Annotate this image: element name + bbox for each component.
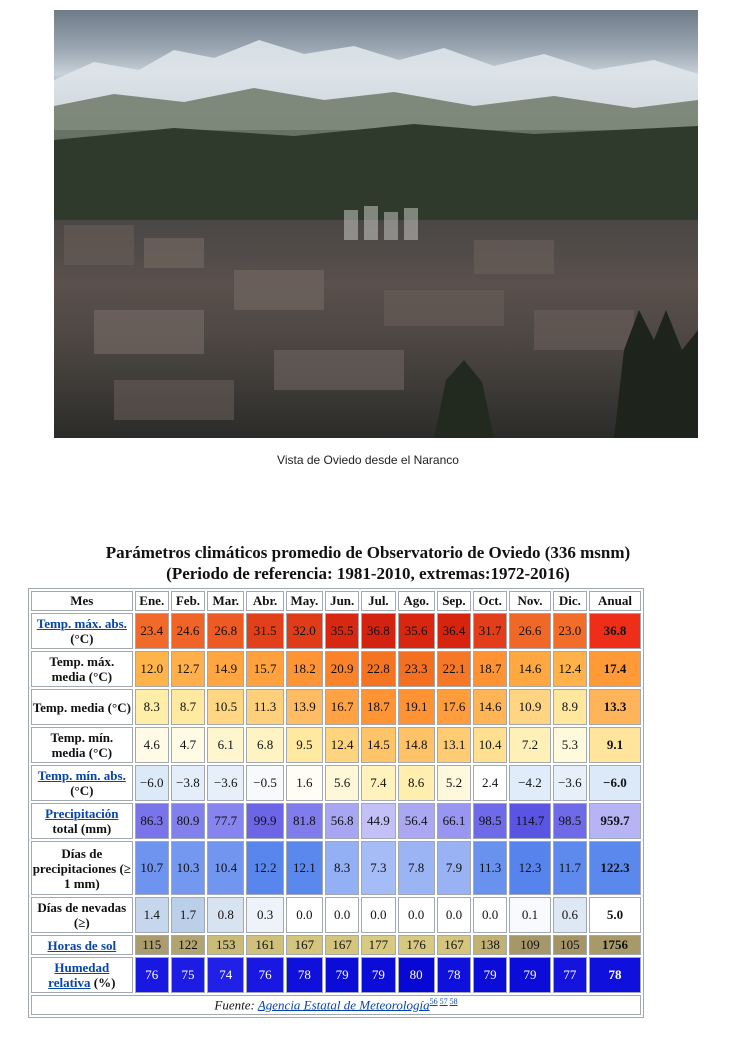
value-cell: 0.0 (325, 897, 359, 933)
row-label-link[interactable]: Precipitación (45, 806, 119, 821)
header-month: Jul. (361, 591, 395, 611)
value-cell: 15.7 (246, 651, 283, 687)
value-cell: 2.4 (473, 765, 507, 801)
value-cell: 13.1 (437, 727, 471, 763)
row-label-link[interactable]: Horas de sol (47, 937, 117, 953)
annual-cell: 122.3 (589, 841, 641, 895)
value-cell: 86.3 (135, 803, 169, 839)
value-cell: 32.0 (286, 613, 323, 649)
value-cell: 109 (509, 935, 550, 955)
row-label-text: Temp. máx. media (°C) (49, 654, 115, 684)
row-label (31, 689, 133, 725)
value-cell: 5.6 (325, 765, 359, 801)
value-cell: 23.3 (398, 651, 435, 687)
value-cell: −3.8 (171, 765, 205, 801)
value-cell: 0.0 (286, 897, 323, 933)
header-month: Abr. (246, 591, 283, 611)
table-row (31, 957, 641, 993)
value-cell: 8.3 (135, 689, 169, 725)
value-cell: 167 (286, 935, 323, 955)
table-row (31, 803, 641, 839)
value-cell: 66.1 (437, 803, 471, 839)
value-cell: 80.9 (171, 803, 205, 839)
value-cell: 5.2 (437, 765, 471, 801)
annual-cell: 5.0 (589, 897, 641, 933)
value-cell: 12.4 (553, 651, 587, 687)
table-row (31, 841, 641, 895)
value-cell: 24.6 (171, 613, 205, 649)
row-label (31, 727, 133, 763)
value-cell: 14.9 (207, 651, 244, 687)
value-cell: 26.6 (509, 613, 550, 649)
value-cell: 80 (398, 957, 435, 993)
value-cell: 0.6 (553, 897, 587, 933)
header-month: Oct. (473, 591, 507, 611)
value-cell: 167 (437, 935, 471, 955)
header-month: Feb. (171, 591, 205, 611)
row-label-text: Temp. media (°C) (32, 699, 131, 715)
value-cell: 138 (473, 935, 507, 955)
value-cell: 36.4 (437, 613, 471, 649)
value-cell: 10.3 (171, 841, 205, 895)
value-cell: 105 (553, 935, 587, 955)
annual-cell: 13.3 (589, 689, 641, 725)
value-cell: 7.4 (361, 765, 395, 801)
row-label-text: Días de precipitaciones (≥ 1 mm) (32, 845, 131, 891)
table-row (31, 935, 641, 955)
value-cell: −4.2 (509, 765, 550, 801)
value-cell: 161 (246, 935, 283, 955)
value-cell: 99.9 (246, 803, 283, 839)
value-cell: 176 (398, 935, 435, 955)
annual-cell: 36.8 (589, 613, 641, 649)
value-cell: 122 (171, 935, 205, 955)
oviedo-photo (54, 10, 698, 438)
ref-56[interactable]: 56 (429, 996, 438, 1006)
value-cell: 0.1 (509, 897, 550, 933)
value-cell: 114.7 (509, 803, 550, 839)
value-cell: 76 (135, 957, 169, 993)
ref-58[interactable]: 58 (449, 996, 458, 1006)
table-row (31, 651, 641, 687)
value-cell: 8.6 (398, 765, 435, 801)
row-label (31, 803, 133, 839)
header-month: Nov. (509, 591, 550, 611)
value-cell: 22.8 (361, 651, 395, 687)
ref-57[interactable]: 57 (439, 996, 448, 1006)
value-cell: 10.5 (207, 689, 244, 725)
row-label-text: (%) (90, 975, 116, 990)
table-row (31, 897, 641, 933)
annual-cell: 959.7 (589, 803, 641, 839)
value-cell: 36.8 (361, 613, 395, 649)
value-cell: 77 (553, 957, 587, 993)
value-cell: 0.0 (437, 897, 471, 933)
header-month: Jun. (325, 591, 359, 611)
value-cell: 74 (207, 957, 244, 993)
row-label-text: Días de nevadas (≥) (37, 900, 127, 930)
value-cell: 44.9 (361, 803, 395, 839)
value-cell: −3.6 (553, 765, 587, 801)
value-cell: 14.6 (473, 689, 507, 725)
value-cell: 6.1 (207, 727, 244, 763)
value-cell: 1.6 (286, 765, 323, 801)
value-cell: 12.4 (325, 727, 359, 763)
row-label (31, 935, 133, 955)
row-label-link[interactable]: Temp. máx. abs. (36, 616, 127, 631)
annual-cell: 1756 (589, 935, 641, 955)
value-cell: 8.7 (171, 689, 205, 725)
value-cell: 167 (325, 935, 359, 955)
source-cell (31, 995, 641, 1015)
value-cell: 7.3 (361, 841, 395, 895)
value-cell: 12.1 (286, 841, 323, 895)
value-cell: 35.5 (325, 613, 359, 649)
value-cell: 23.0 (553, 613, 587, 649)
value-cell: 98.5 (553, 803, 587, 839)
photo-caption: Vista de Oviedo desde el Naranco (277, 453, 459, 467)
value-cell: 11.3 (246, 689, 283, 725)
value-cell: 7.9 (437, 841, 471, 895)
header-row (31, 591, 641, 611)
value-cell: 79 (473, 957, 507, 993)
value-cell: 153 (207, 935, 244, 955)
value-cell: 8.9 (553, 689, 587, 725)
value-cell: 12.0 (135, 651, 169, 687)
value-cell: 18.2 (286, 651, 323, 687)
value-cell: 35.6 (398, 613, 435, 649)
table-row (31, 727, 641, 763)
value-cell: 78 (437, 957, 471, 993)
source-prefix: Fuente: (214, 997, 258, 1013)
value-cell: 14.8 (398, 727, 435, 763)
value-cell: 56.4 (398, 803, 435, 839)
value-cell: 0.8 (207, 897, 244, 933)
value-cell: 12.2 (246, 841, 283, 895)
value-cell: 13.9 (286, 689, 323, 725)
value-cell: 177 (361, 935, 395, 955)
row-label (31, 651, 133, 687)
value-cell: 81.8 (286, 803, 323, 839)
row-label-text: (°C) (70, 783, 94, 798)
value-cell: 7.8 (398, 841, 435, 895)
header-month: Sep. (437, 591, 471, 611)
row-label (31, 613, 133, 649)
row-label (31, 841, 133, 895)
annual-cell: 17.4 (589, 651, 641, 687)
header-month: Ene. (135, 591, 169, 611)
value-cell: 78 (286, 957, 323, 993)
value-cell: 7.2 (509, 727, 550, 763)
value-cell: 23.4 (135, 613, 169, 649)
header-mes: Mes (31, 591, 133, 611)
value-cell: 77.7 (207, 803, 244, 839)
value-cell: 31.7 (473, 613, 507, 649)
table-title: Parámetros climáticos promedio de Observatorio de Oviedo (336 msnm) (105, 543, 631, 562)
row-label-text: (°C) (70, 631, 94, 646)
header-month: May. (286, 591, 323, 611)
value-cell: 4.7 (171, 727, 205, 763)
header-month: Ago. (398, 591, 435, 611)
source-row (31, 995, 641, 1015)
row-label (31, 897, 133, 933)
row-label (31, 957, 133, 993)
value-cell: 1.7 (171, 897, 205, 933)
annual-cell: 9.1 (589, 727, 641, 763)
value-cell: 14.6 (509, 651, 550, 687)
value-cell: 115 (135, 935, 169, 955)
value-cell: 11.7 (553, 841, 587, 895)
header-anual: Anual (589, 591, 641, 611)
table-row (31, 689, 641, 725)
value-cell: 19.1 (398, 689, 435, 725)
value-cell: 76 (246, 957, 283, 993)
value-cell: 18.7 (361, 689, 395, 725)
value-cell: −0.5 (246, 765, 283, 801)
value-cell: 8.3 (325, 841, 359, 895)
table-row (31, 613, 641, 649)
climate-table (28, 588, 644, 1018)
table-subtitle: (Periodo de referencia: 1981-2010, extremas:1972-2016) (166, 564, 570, 583)
value-cell: 56.8 (325, 803, 359, 839)
row-label-text: total (mm) (52, 821, 112, 836)
value-cell: 4.6 (135, 727, 169, 763)
value-cell: 75 (171, 957, 205, 993)
value-cell: 22.1 (437, 651, 471, 687)
table-row (31, 765, 641, 801)
value-cell: 98.5 (473, 803, 507, 839)
row-label-link[interactable]: Humedad relativa (48, 960, 110, 990)
value-cell: 79 (509, 957, 550, 993)
source-link[interactable]: Agencia Estatal de Meteorología (257, 997, 430, 1013)
value-cell: 12.3 (509, 841, 550, 895)
value-cell: 0.0 (361, 897, 395, 933)
value-cell: 26.8 (207, 613, 244, 649)
value-cell: 18.7 (473, 651, 507, 687)
city-panorama-image (54, 10, 698, 438)
annual-cell: −6.0 (589, 765, 641, 801)
row-label (31, 765, 133, 801)
value-cell: 14.5 (361, 727, 395, 763)
value-cell: 0.0 (473, 897, 507, 933)
value-cell: −6.0 (135, 765, 169, 801)
value-cell: 20.9 (325, 651, 359, 687)
value-cell: −3.6 (207, 765, 244, 801)
row-label-text: Temp. mín. media (°C) (50, 730, 114, 760)
source-refs[interactable] (430, 997, 458, 1006)
value-cell: 12.7 (171, 651, 205, 687)
value-cell: 11.3 (473, 841, 507, 895)
value-cell: 10.7 (135, 841, 169, 895)
row-label-link[interactable]: Temp. mín. abs. (37, 768, 126, 783)
value-cell: 79 (361, 957, 395, 993)
value-cell: 31.5 (246, 613, 283, 649)
value-cell: 0.0 (398, 897, 435, 933)
value-cell: 6.8 (246, 727, 283, 763)
header-month: Dic. (553, 591, 587, 611)
value-cell: 16.7 (325, 689, 359, 725)
value-cell: 1.4 (135, 897, 169, 933)
value-cell: 17.6 (437, 689, 471, 725)
value-cell: 10.4 (207, 841, 244, 895)
header-month: Mar. (207, 591, 244, 611)
value-cell: 10.4 (473, 727, 507, 763)
value-cell: 10.9 (509, 689, 550, 725)
value-cell: 9.5 (286, 727, 323, 763)
value-cell: 5.3 (553, 727, 587, 763)
annual-cell: 78 (589, 957, 641, 993)
value-cell: 79 (325, 957, 359, 993)
value-cell: 0.3 (246, 897, 283, 933)
